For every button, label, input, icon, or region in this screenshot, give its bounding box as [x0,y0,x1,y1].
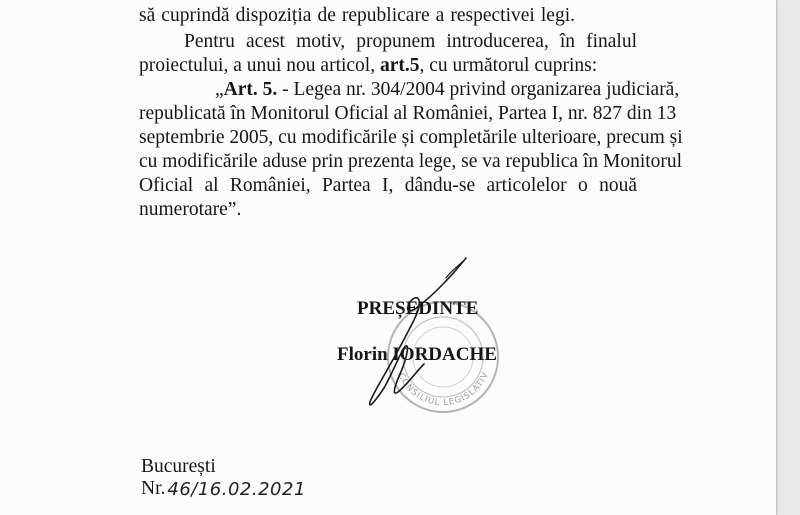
opening-quote-mark: „ [215,79,224,100]
signatory-title: PREȘEDINTE [357,298,479,319]
viewer-background [778,0,800,515]
quote-line-4-content: cu modificările aduse prin prezenta lege, se va republica în Monitorul [139,151,683,172]
article-reference: art.5 [379,55,420,76]
paragraph-2-text-c: , cu următorul cuprins: [419,55,598,76]
quote-line-3-content: septembrie 2005, cu modificările și completările ulterioare, precum și [139,127,683,148]
signature-accent-stroke [446,262,462,278]
footer-city: București [141,456,216,477]
quote-line-6-content: numerotare”. [139,199,242,220]
quote-line-2-content: republicată în Monitorul Oficial al României, Partea I, nr. 827 din 13 [139,103,677,124]
seal-text: CONSILIUL LEGISLATIV [395,370,492,409]
quote-line-5-content: Oficial al României, Partea I, dându-se articolelor o nouă [139,175,637,196]
article-label: Art. 5. [223,79,278,100]
registration-number-line [141,477,304,501]
quote-line-1-text: - Legea nr. 304/2004 privind organizarea judiciară, [277,79,680,100]
signatory-name: Florin IORDACHE [337,344,497,365]
text-line-1-content: să cuprindă dispoziția de republicare a respectivei legi. [139,5,575,26]
handwritten-registration-number: 46/16.02.2021 [167,479,306,500]
paragraph-2-line-1-content: Pentru acest motiv, propunem introducerea, în finalul [184,31,637,52]
paragraph-2-text-a: proiectului, a unui nou articol, [139,55,380,76]
registration-number-label: Nr. [141,478,166,499]
signature-stroke [370,258,466,405]
